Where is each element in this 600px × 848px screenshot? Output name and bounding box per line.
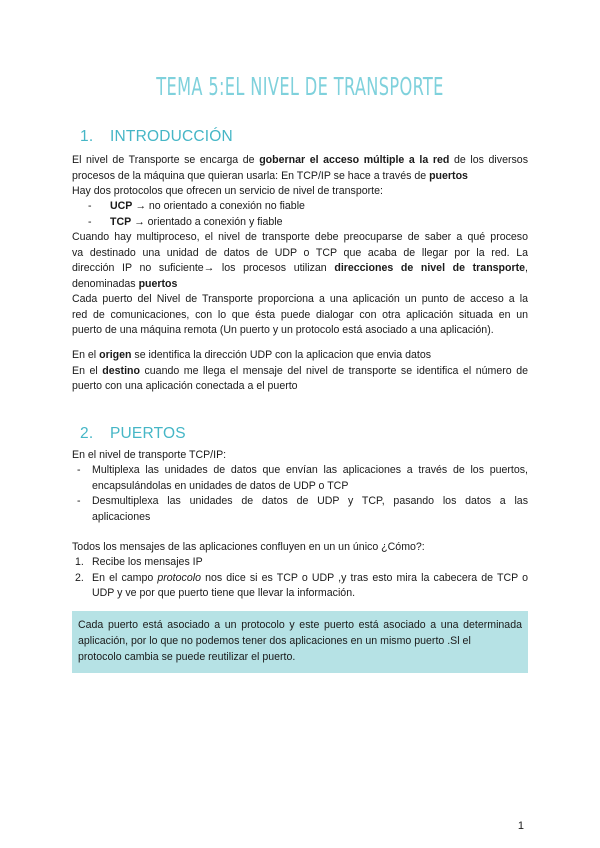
- puertos-intro: En el nivel de transporte TCP/IP:: [72, 449, 227, 461]
- puertos-question: Todos los mensajes de las aplicaciones confluyen en un un único ¿Cómo?:: [72, 541, 425, 553]
- document-title: TEMA 5:EL NIVEL DE TRANSPORTE: [156, 72, 444, 101]
- section-title: PUERTOS: [110, 425, 186, 442]
- puertos-bullets: [72, 463, 528, 525]
- protocol-name: TCP: [110, 215, 132, 228]
- protocol-name: UCP: [110, 200, 133, 212]
- list-item: - Desmultiplexa las unidades de datos de UDP y TCP, pasando los datos a las aplicaciones: [77, 495, 528, 523]
- list-item: - UCP → no orientado a conexión no fiable: [88, 200, 305, 212]
- intro-paragraph-puerto: Cada puerto del Nivel de Transporte proporciona a una aplicación un punto de acceso a la red de comunicaciones, con lo que ésta puede dialogar con otra aplicación situada en un puerto de una máquina remota (Un puerto y un protocolo está asociado a una aplicación).: [72, 293, 528, 337]
- note-line: Cada puerto está asociado a un protocolo y este puerto está asociado a una determinada: [78, 619, 522, 631]
- list-item: 2. En el campo protocolo nos dice si es TCP o UDP ,y tras esto mira la cabecera de TCP o UDP y ve por que puerto tiene que llevar la información.: [75, 571, 528, 600]
- intro-paragraph-origen-destino: En el origen se identifica la dirección UDP con la aplicacion que envia datos En el destino cuando me llega el mensaje del nivel de transporte se identifica el número de puerto con una aplicación conectada a el puerto: [72, 349, 528, 393]
- page-number: 1: [517, 820, 524, 832]
- note-line: aplicación, por lo que no podemos tener dos aplicaciones en un mismo puerto .Sl el: [78, 635, 471, 647]
- puertos-steps: [72, 555, 528, 602]
- section-title: INTRODUCCIÓN: [110, 128, 233, 145]
- section-heading-puertos: [80, 425, 186, 443]
- note-line: protocolo cambia se puede reutilizar el puerto.: [78, 651, 296, 663]
- note-box: [72, 611, 528, 673]
- list-item: 1. Recibe los mensajes IP: [75, 556, 203, 568]
- protocol-list: [72, 199, 528, 230]
- list-item: - Multiplexa las unidades de datos que envían las aplicaciones a través de los puertos, encapsulándolas en unidades de datos de UDP o TCP: [77, 464, 528, 492]
- text-line: Hay dos protocolos que ofrecen un servicio de nivel de transporte:: [72, 185, 383, 198]
- intro-paragraph-1: [72, 153, 528, 200]
- intro-paragraph-multiproceso: Cuando hay multiproceso, el nivel de transporte debe preocuparse de saber a qué proceso va destinado una unidad de datos de UDP o TCP que acaba de llegar por la red. La dirección IP no suficiente→ los procesos utilizan direcciones de nivel de transporte, denominadas puertos: [72, 231, 528, 290]
- list-item: - TCP → orientado a conexión y fiable: [88, 215, 283, 228]
- section-number: 1.: [80, 128, 94, 145]
- section-number: 2.: [80, 425, 94, 442]
- text-line: procesos de la máquina que quieran usarla: En TCP/IP se hace a través de puertos: [72, 169, 468, 182]
- section-heading-introduccion: [80, 128, 233, 146]
- text-line: El nivel de Transporte se encarga de gobernar el acceso múltiple a la red de los diversos: [72, 154, 528, 166]
